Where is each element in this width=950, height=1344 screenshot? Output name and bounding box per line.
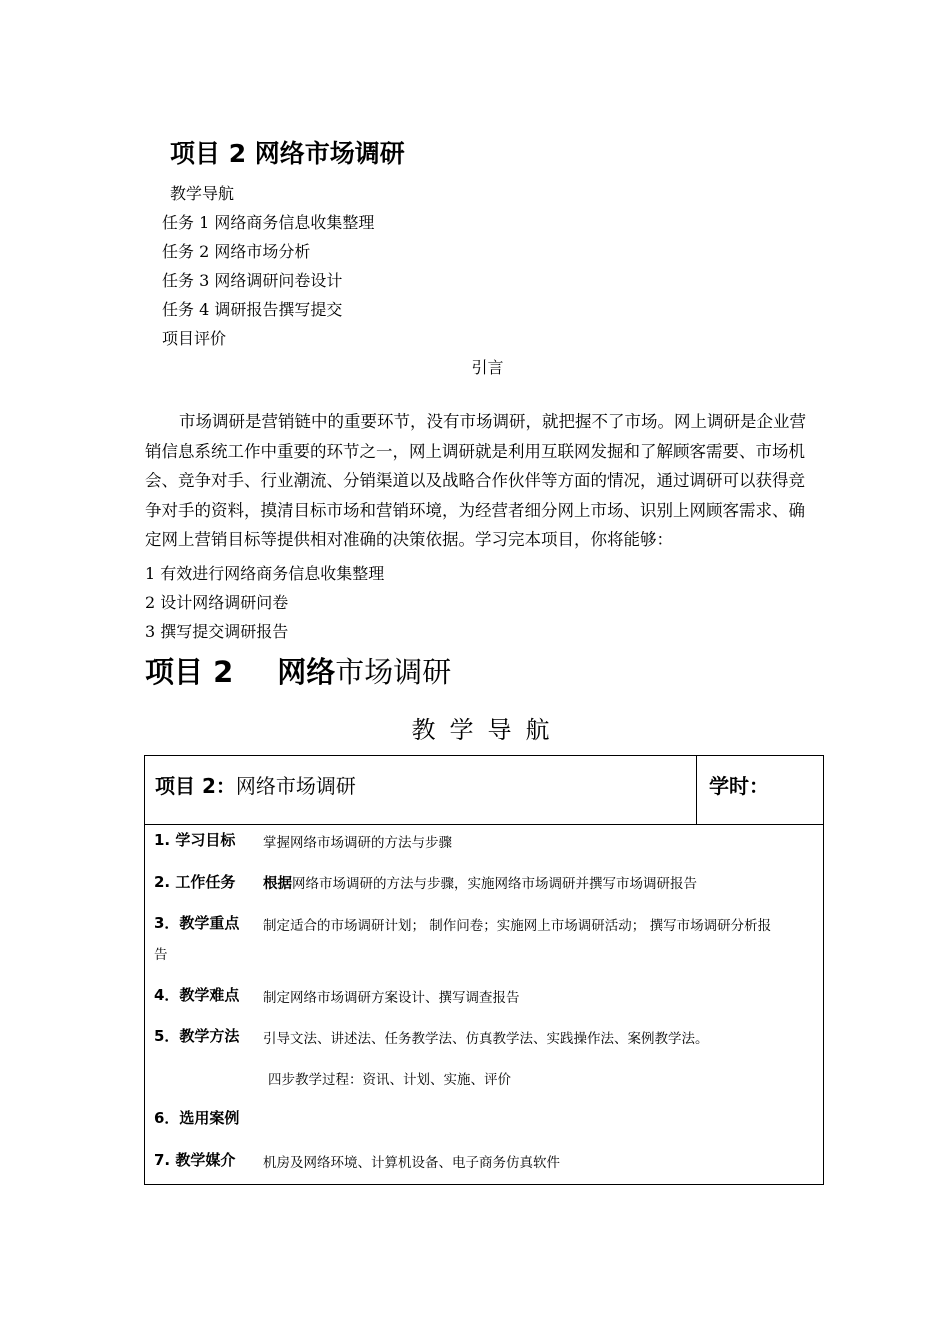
section-title-main: 市场调研 bbox=[335, 655, 452, 689]
goal-item-3: 3 撰写提交调研报告 bbox=[145, 622, 289, 641]
teaching-nav-table bbox=[144, 755, 824, 1185]
row-text-key-points: 制定适合的市场调研计划； 制作问卷；实施网上市场调研活动； 撰写市场调研分析报 bbox=[263, 918, 772, 934]
project-value: 网络市场调研 bbox=[235, 774, 356, 798]
section-title-number: 项目 2 bbox=[145, 655, 234, 689]
row-text-methods: 引导文法、讲述法、任务教学法、仿真教学法、实践操作法、案例教学法。 bbox=[263, 1031, 709, 1047]
toc-item-task-1: 任务 1 网络商务信息收集整理 bbox=[162, 213, 375, 232]
row-text-media: 机房及网络环境、计算机设备、电子商务仿真软件 bbox=[263, 1155, 560, 1171]
toc-item-task-3: 任务 3 网络调研问卷设计 bbox=[162, 271, 343, 290]
row-label-media: 7. 教学媒介 bbox=[154, 1151, 236, 1169]
toc-item-task-4: 任务 4 调研报告撰写提交 bbox=[162, 300, 343, 319]
intro-heading: 引言 bbox=[471, 358, 504, 377]
row-text-methods-cont: 四步教学过程：资讯、计划、实施、评价 bbox=[268, 1072, 511, 1088]
toc-item-evaluation: 项目评价 bbox=[162, 329, 227, 348]
page-title: 项目 2 网络市场调研 bbox=[170, 139, 405, 168]
toc-item-task-2: 任务 2 网络市场分析 bbox=[162, 242, 311, 261]
row-label-key-points: 3．教学重点 bbox=[154, 914, 240, 932]
row-text-work-task-bold: 根据 bbox=[263, 876, 292, 892]
row-text-learning-goal: 掌握网络市场调研的方法与步骤 bbox=[263, 835, 452, 851]
row-label-work-task: 2. 工作任务 bbox=[154, 873, 236, 891]
project-cell bbox=[155, 770, 356, 799]
section-title bbox=[145, 650, 451, 691]
row-label-methods: 5．教学方法 bbox=[154, 1027, 240, 1045]
row-text-work-task-rest: 网络市场调研的方法与步骤，实施网络市场调研并撰写市场调研报告 bbox=[292, 876, 697, 892]
project-label: 项目 2： bbox=[155, 774, 236, 798]
section-title-main-bold: 网络 bbox=[277, 655, 336, 689]
row-text-key-points-cont: 告 bbox=[154, 947, 168, 963]
row-text-work-task bbox=[263, 872, 697, 893]
row-label-difficulties: 4．教学难点 bbox=[154, 986, 240, 1004]
intro-paragraph: 市场调研是营销链中的重要环节，没有市场调研，就把握不了市场。网上调研是企业营销信息系统工作中重要的环节之一，网上调研就是利用互联网发掘和了解顾客需要、市场机会、竞争对手、行业潮流、分销渠道以及战略合作伙伴等方面的情况，通过调研可以获得竞争对手的资料，摸清目标市场和营销环境，为经营者细分网上市场、识别上网顾客需求、确定网上营销目标等提供相对准确的决策依据。学习完本项目，你将能够： bbox=[145, 412, 806, 549]
table-header-row bbox=[145, 756, 823, 825]
row-text-difficulties: 制定网络市场调研方案设计、撰写调查报告 bbox=[263, 990, 520, 1006]
goal-item-2: 2 设计网络调研问卷 bbox=[145, 593, 289, 612]
nav-heading: 教学导航 bbox=[411, 716, 564, 744]
row-label-learning-goal: 1. 学习目标 bbox=[154, 831, 236, 849]
goal-item-1: 1 有效进行网络商务信息收集整理 bbox=[145, 564, 385, 583]
hours-label: 学时： bbox=[709, 774, 769, 798]
toc-item-teaching-guide: 教学导航 bbox=[170, 184, 235, 203]
header-divider bbox=[696, 756, 697, 824]
row-label-cases: 6．选用案例 bbox=[154, 1109, 240, 1127]
